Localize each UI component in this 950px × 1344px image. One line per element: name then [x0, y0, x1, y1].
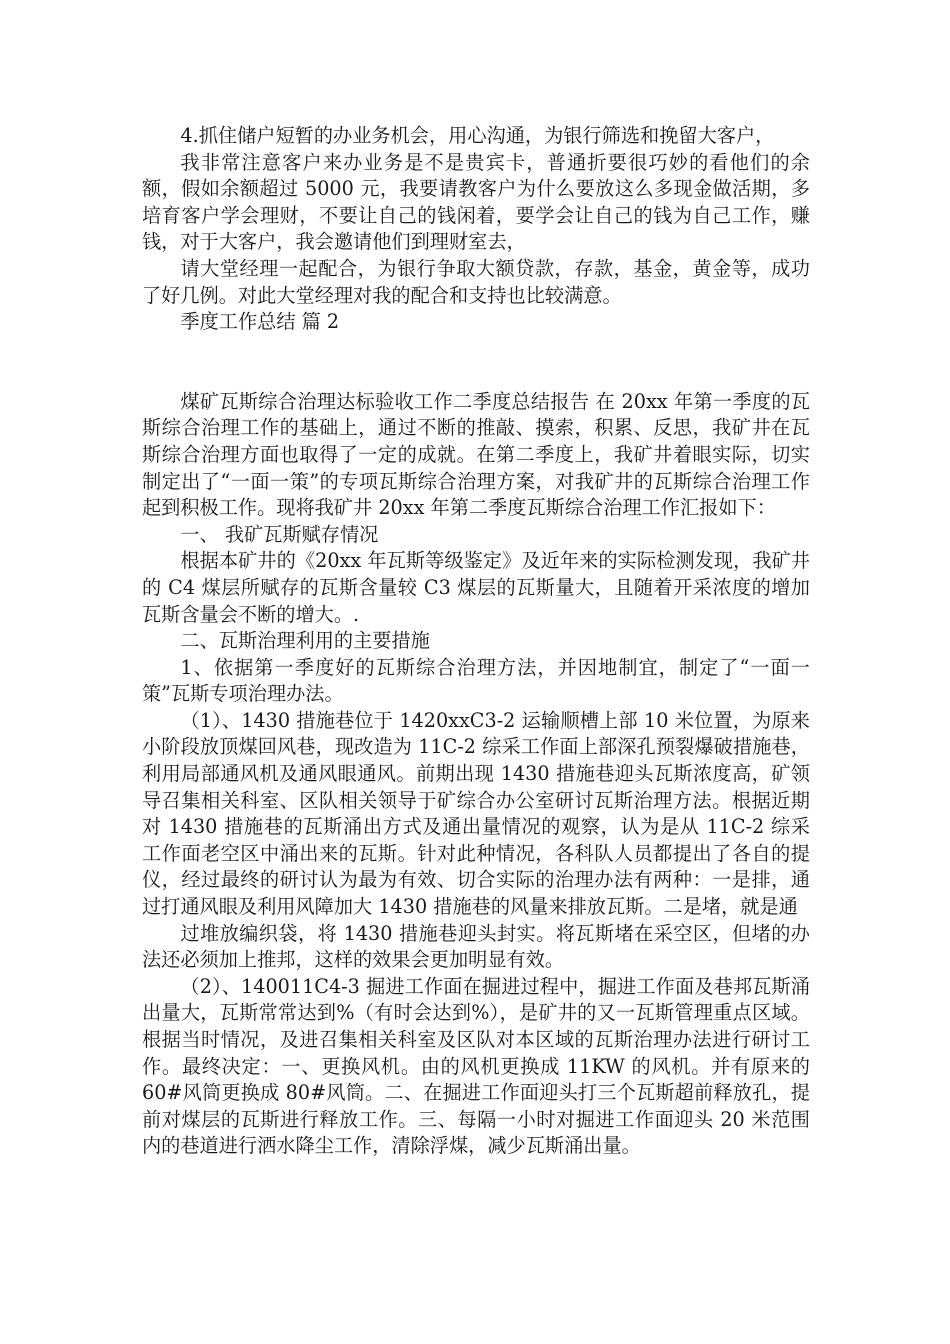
- paragraph-vip-customers: 我非常注意客户来办业务是不是贵宾卡，普通折要很巧妙的看他们的余额，假如余额超过 5000 元，我要请教客户为什么要放这么多现金做活期，多培育客户学会理财，不要让自己的钱闲着，要学会让自己的钱为自己工作，赚钱，对于大客户，我会邀请他们到理财室去，: [142, 150, 810, 254]
- blank-gap: [142, 336, 810, 389]
- paragraph-measure-1: 1、依据第一季度好的瓦斯综合治理方法，并因地制宜，制定了“一面一策”瓦斯专项治理办法。: [142, 655, 810, 706]
- paragraph-gas-report-intro: 煤矿瓦斯综合治理达标验收工作二季度总结报告 在 20xx 年第一季度的瓦斯综合治理工作的基础上，通过不断的推敲、摸索，积累、反思，我矿井在瓦斯综合治理方面也取得了一定的成就。在第二季度上，我矿井着眼实际，切实制定出了“一面一策”的专项瓦斯综合治理方案，对我矿井的瓦斯综合治理工作起到积极工作。现将我矿井 20xx 年第二季度瓦斯综合治理工作汇报如下：: [142, 389, 810, 520]
- document-page: [142, 123, 810, 1160]
- section-title-part-2: 季度工作总结 篇 2: [180, 310, 340, 334]
- heading-gas-occurrence: 一、 我矿瓦斯赋存情况: [180, 522, 379, 546]
- heading-main-measures: 二、瓦斯治理利用的主要措施: [180, 629, 430, 653]
- paragraph-measure-1430: （1）、1430 措施巷位于 1420xxC3-2 运输顺槽上部 10 米位置，为原来小阶段放顶煤回风巷，现改造为 11C-2 综采工作面上部深孔预裂爆破措施巷，利用局部通风机及通风眼通风。前期出现 1430 措施巷迎头瓦斯浓度高，矿领导召集相关科室、区队相关领导于矿综合办公室研讨瓦斯治理方法。根据近期对 1430 措施巷的瓦斯涌出方式及通出量情况的观察，认为是从 11C-2 综采工作面老空区中涌出来的瓦斯。针对此种情况，各科队人员都提出了各自的提仪，经过最终的研讨认为最为有效、切合实际的治理办法有两种：一是排，通过打通风眼及利用风障加大 1430 措施巷的风量来排放瓦斯。二是堵，就是通: [142, 708, 810, 919]
- paragraph-gas-occurrence: 根据本矿井的《20xx 年瓦斯等级鉴定》及近年来的实际检测发现，我矿井的 C4 煤层所赋存的瓦斯含量较 C3 煤层的瓦斯量大，且随着开采浓度的增加瓦斯含量会不断的增大。.: [142, 549, 810, 626]
- paragraph-deposit-opportunity: 4.抓住储户短暂的办业务机会，用心沟通，为银行筛选和挽留大客户，: [180, 124, 775, 147]
- paragraph-measure-140011: （2）、140011C4-3 掘进工作面在掘进过程中，掘进工作面及巷邦瓦斯涌出量大，瓦斯常常达到%（有时会达到%），是矿井的又一瓦斯管理重点区域。根据当时情况，及进召集相关科室及区队对本区域的瓦斯治理办法进行研讨工作。最终决定：一、更换风机。由的风机更换成 11KW 的风机。并有原来的 60#风筒更换成 80#风筒。二、在掘进工作面迎头打三个瓦斯超前释放孔，提前对煤层的瓦斯进行释放工作。三、每隔一小时对掘进工作面迎头 20 米范围内的巷道进行洒水降尘工作，清除浮煤，减少瓦斯涌出量。: [142, 974, 810, 1158]
- paragraph-measure-1430-cont: 过堆放编织袋，将 1430 措施巷迎头封实。将瓦斯堵在采空区，但堵的办法还必须加上推邦，这样的效果会更加明显有效。: [142, 921, 810, 972]
- paragraph-lobby-manager: 请大堂经理一起配合，为银行争取大额贷款，存款，基金，黄金等，成功了好几例。对此大堂经理对我的配合和支持也比较满意。: [142, 256, 810, 307]
